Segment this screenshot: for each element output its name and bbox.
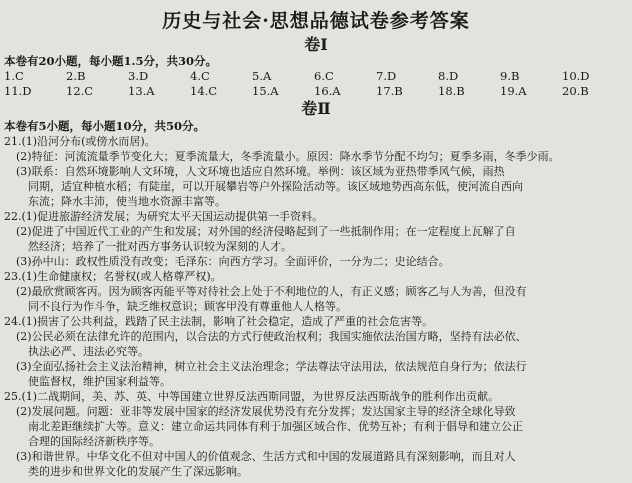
answer-item: 1.C bbox=[4, 69, 24, 83]
answer-line: (2)公民必须在法律允许的范围内，以合法的方式行使政治权利；我国实施依法治国方略，坚持有法必依、 bbox=[16, 330, 527, 343]
answer-line: (2)发展问题。问题：亚非等发展中国家的经济发展优势没有充分发挥；发达国家主导的经济全球化导致 bbox=[16, 405, 516, 418]
volume-2-instruction: 本卷有5小题，每小题10分，共50分。 bbox=[4, 119, 206, 133]
answer-line: 使监督权，维护国家利益等。 bbox=[28, 375, 171, 388]
answer-line: (3)联系：自然环境影响人文环境，人文环境也适应自然环境。举例：该区域为亚热带季风气候，雨热 bbox=[16, 165, 505, 178]
answer-line-q21: 21.(1)沿河分布(或傍水而居)。 bbox=[4, 135, 156, 148]
answer-item: 10.D bbox=[562, 69, 590, 83]
answer-item: 2.B bbox=[66, 69, 86, 83]
answer-line-q23: 23.(1)生命健康权；名誉权(或人格尊严权)。 bbox=[4, 270, 222, 283]
volume-2-heading: 卷Ⅱ bbox=[301, 99, 331, 118]
volume-2-answers bbox=[4, 134, 626, 479]
answer-item: 8.D bbox=[438, 69, 459, 83]
answer-item: 9.B bbox=[500, 69, 520, 83]
answer-item: 4.C bbox=[190, 69, 210, 83]
answer-line: 同不良行为作斗争，缺乏维权意识；顾客甲没有尊重他人人格等。 bbox=[28, 300, 347, 313]
answer-item: 5.A bbox=[252, 69, 272, 83]
answer-line: (3)孙中山：政权性质没有改变；毛泽东：向西方学习。全面评价，一分为二；史论结合。 bbox=[16, 255, 450, 268]
answer-item: 15.A bbox=[252, 84, 279, 98]
answer-item: 19.A bbox=[500, 84, 527, 98]
answer-line: (3)和谐世界。中华文化不但对中国人的价值观念、生活方式和中国的发展道路具有深刻影响，而且对人 bbox=[16, 450, 516, 463]
answer-line: (2)特征：河流流量季节变化大；夏季流量大，冬季流量小。原因：降水季节分配不均匀；夏季多雨，冬季少雨。 bbox=[16, 150, 560, 163]
answer-line: (2)最欣赏顾客丙。因为顾客丙能平等对待社会上处于不利地位的人，有正义感；顾客乙与人为善，但没有 bbox=[16, 285, 527, 298]
answer-item: 3.D bbox=[128, 69, 149, 83]
answer-line-q25: 25.(1)二战期间，美、苏、英、中等国建立世界反法西斯同盟，为世界反法西斯战争的胜利作出贡献。 bbox=[4, 390, 500, 403]
answer-item: 12.C bbox=[66, 84, 94, 98]
answer-item: 6.C bbox=[314, 69, 334, 83]
answer-item: 11.D bbox=[4, 84, 32, 98]
answer-item: 7.D bbox=[376, 69, 397, 83]
answer-line: 东流；降水丰沛，使当地水资源丰富等。 bbox=[28, 195, 226, 208]
volume-1-instruction: 本卷有20小题，每小题1.5分，共30分。 bbox=[4, 54, 218, 68]
page-title: 历史与社会·思想品德试卷参考答案 bbox=[162, 10, 470, 32]
answer-item: 18.B bbox=[438, 84, 465, 98]
answer-line: 然经济；培养了一批对西方事务认识较为深刻的人才。 bbox=[28, 240, 292, 253]
answer-item: 14.C bbox=[190, 84, 218, 98]
answer-item: 20.B bbox=[562, 84, 589, 98]
answer-line: 执法必严、违法必究等。 bbox=[28, 345, 149, 358]
answer-item: 17.B bbox=[376, 84, 403, 98]
answer-line: (2)促进了中国近代工业的产生和发展；对外国的经济侵略起到了一些抵制作用；在一定程度上瓦解了自 bbox=[16, 225, 516, 238]
answer-item: 13.A bbox=[128, 84, 155, 98]
answer-line: 同期，适宜种植水稻；有陡崖，可以开展攀岩等户外探险活动等。该区域地势西高东低，使河流自西向 bbox=[28, 180, 523, 193]
answer-item: 16.A bbox=[314, 84, 341, 98]
answer-line: 南北差距继续扩大等。意义：建立命运共同体有利于加强区域合作、优势互补；有利于倡导和建立公正 bbox=[28, 420, 523, 433]
answer-line: (3)全面弘扬社会主义法治精神，树立社会主义法治理念；学法尊法守法用法，依法规范自身行为；依法行 bbox=[16, 360, 527, 373]
answer-row-1 bbox=[4, 69, 624, 83]
volume-1-heading: 卷Ⅰ bbox=[304, 35, 328, 54]
answer-line: 合理的国际经济新秩序等。 bbox=[28, 435, 160, 448]
answer-line: 类的进步和世界文化的发展产生了深远影响。 bbox=[28, 465, 248, 478]
answer-line-q24: 24.(1)损害了公共利益，践踏了民主法制，影响了社会稳定，造成了严重的社会危害等。 bbox=[4, 315, 434, 328]
answer-line-q22: 22.(1)促进旅游经济发展；为研究太平天国运动提供第一手资料。 bbox=[4, 210, 324, 223]
